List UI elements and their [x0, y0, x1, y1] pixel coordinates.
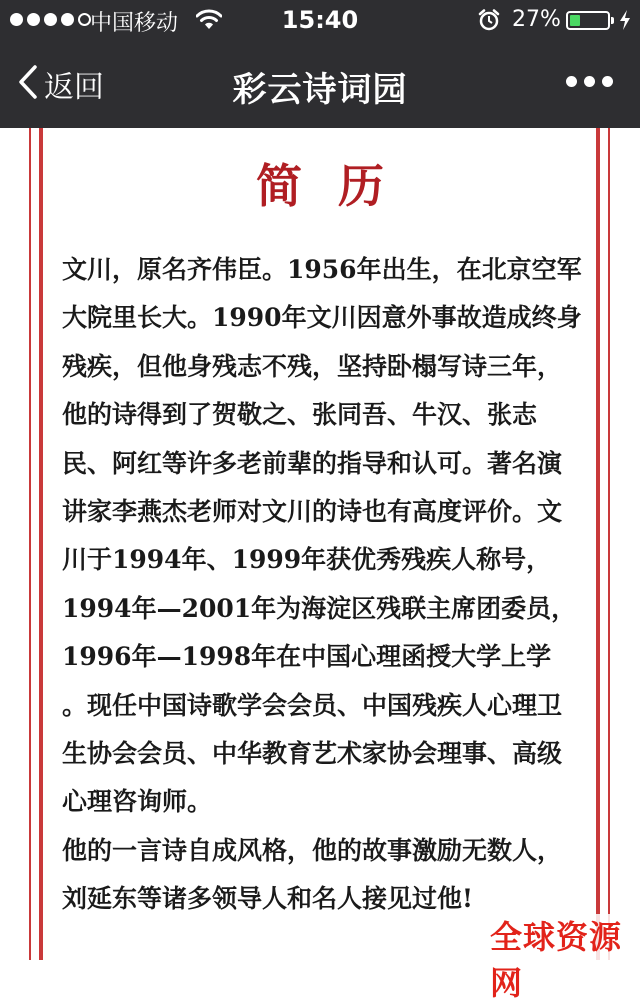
frame-line-right-outer — [608, 128, 610, 960]
navigation-bar — [0, 40, 640, 128]
more-icon[interactable] — [566, 68, 613, 95]
battery-nub — [611, 17, 614, 24]
alarm-icon — [478, 9, 500, 37]
more-dot — [566, 76, 577, 87]
top-bar — [0, 0, 640, 128]
bio-paragraph: 他的一言诗自成风格，他的故事激励无数人，刘延东等诸多领导人和名人接见过他! — [62, 835, 563, 914]
carrier-name: 中国移动 — [90, 11, 179, 36]
frame-line-right-inner — [596, 128, 600, 960]
frame-line-left-inner — [39, 128, 43, 960]
back-label: 返回 — [44, 70, 104, 105]
battery-icon — [566, 11, 610, 30]
battery-level — [570, 15, 580, 26]
more-dot — [602, 76, 613, 87]
frame-line-left-outer — [29, 128, 31, 960]
charging-icon — [618, 9, 632, 37]
battery-percent: 27% — [512, 7, 561, 32]
more-dot — [584, 76, 595, 87]
article-page[interactable] — [0, 128, 640, 960]
page-title: 彩云诗词园 — [232, 70, 408, 110]
bio-paragraph: 文川，原名齐伟臣。1956年出生，在北京空军大院里长大。1990年文川因意外事故造成终身残疾，但他身残志不残，坚持卧榻写诗三年，他的诗得到了贺敬之、张同吾、牛汉、张志民、阿红等许多老前辈的指导和认可。著名演讲家李燕杰老师对文川的诗也有高度评价。文川于1994年、1999年获优秀残疾人称号，1994年—2001年为海淀区残联主席团委员， 1996年—1998年在中国心理函授大学上学 。现任中国诗歌学会会员、中国残疾人心理卫生协会会员、中华教育艺术家协会理事、高级心理咨询师。 — [62, 255, 582, 817]
status-time: 15:40 — [281, 6, 359, 34]
watermark-logo: 全球资源网 — [488, 914, 640, 1006]
status-bar — [0, 0, 640, 40]
article-heading: 简历 — [256, 159, 420, 213]
biography-text — [62, 246, 582, 924]
